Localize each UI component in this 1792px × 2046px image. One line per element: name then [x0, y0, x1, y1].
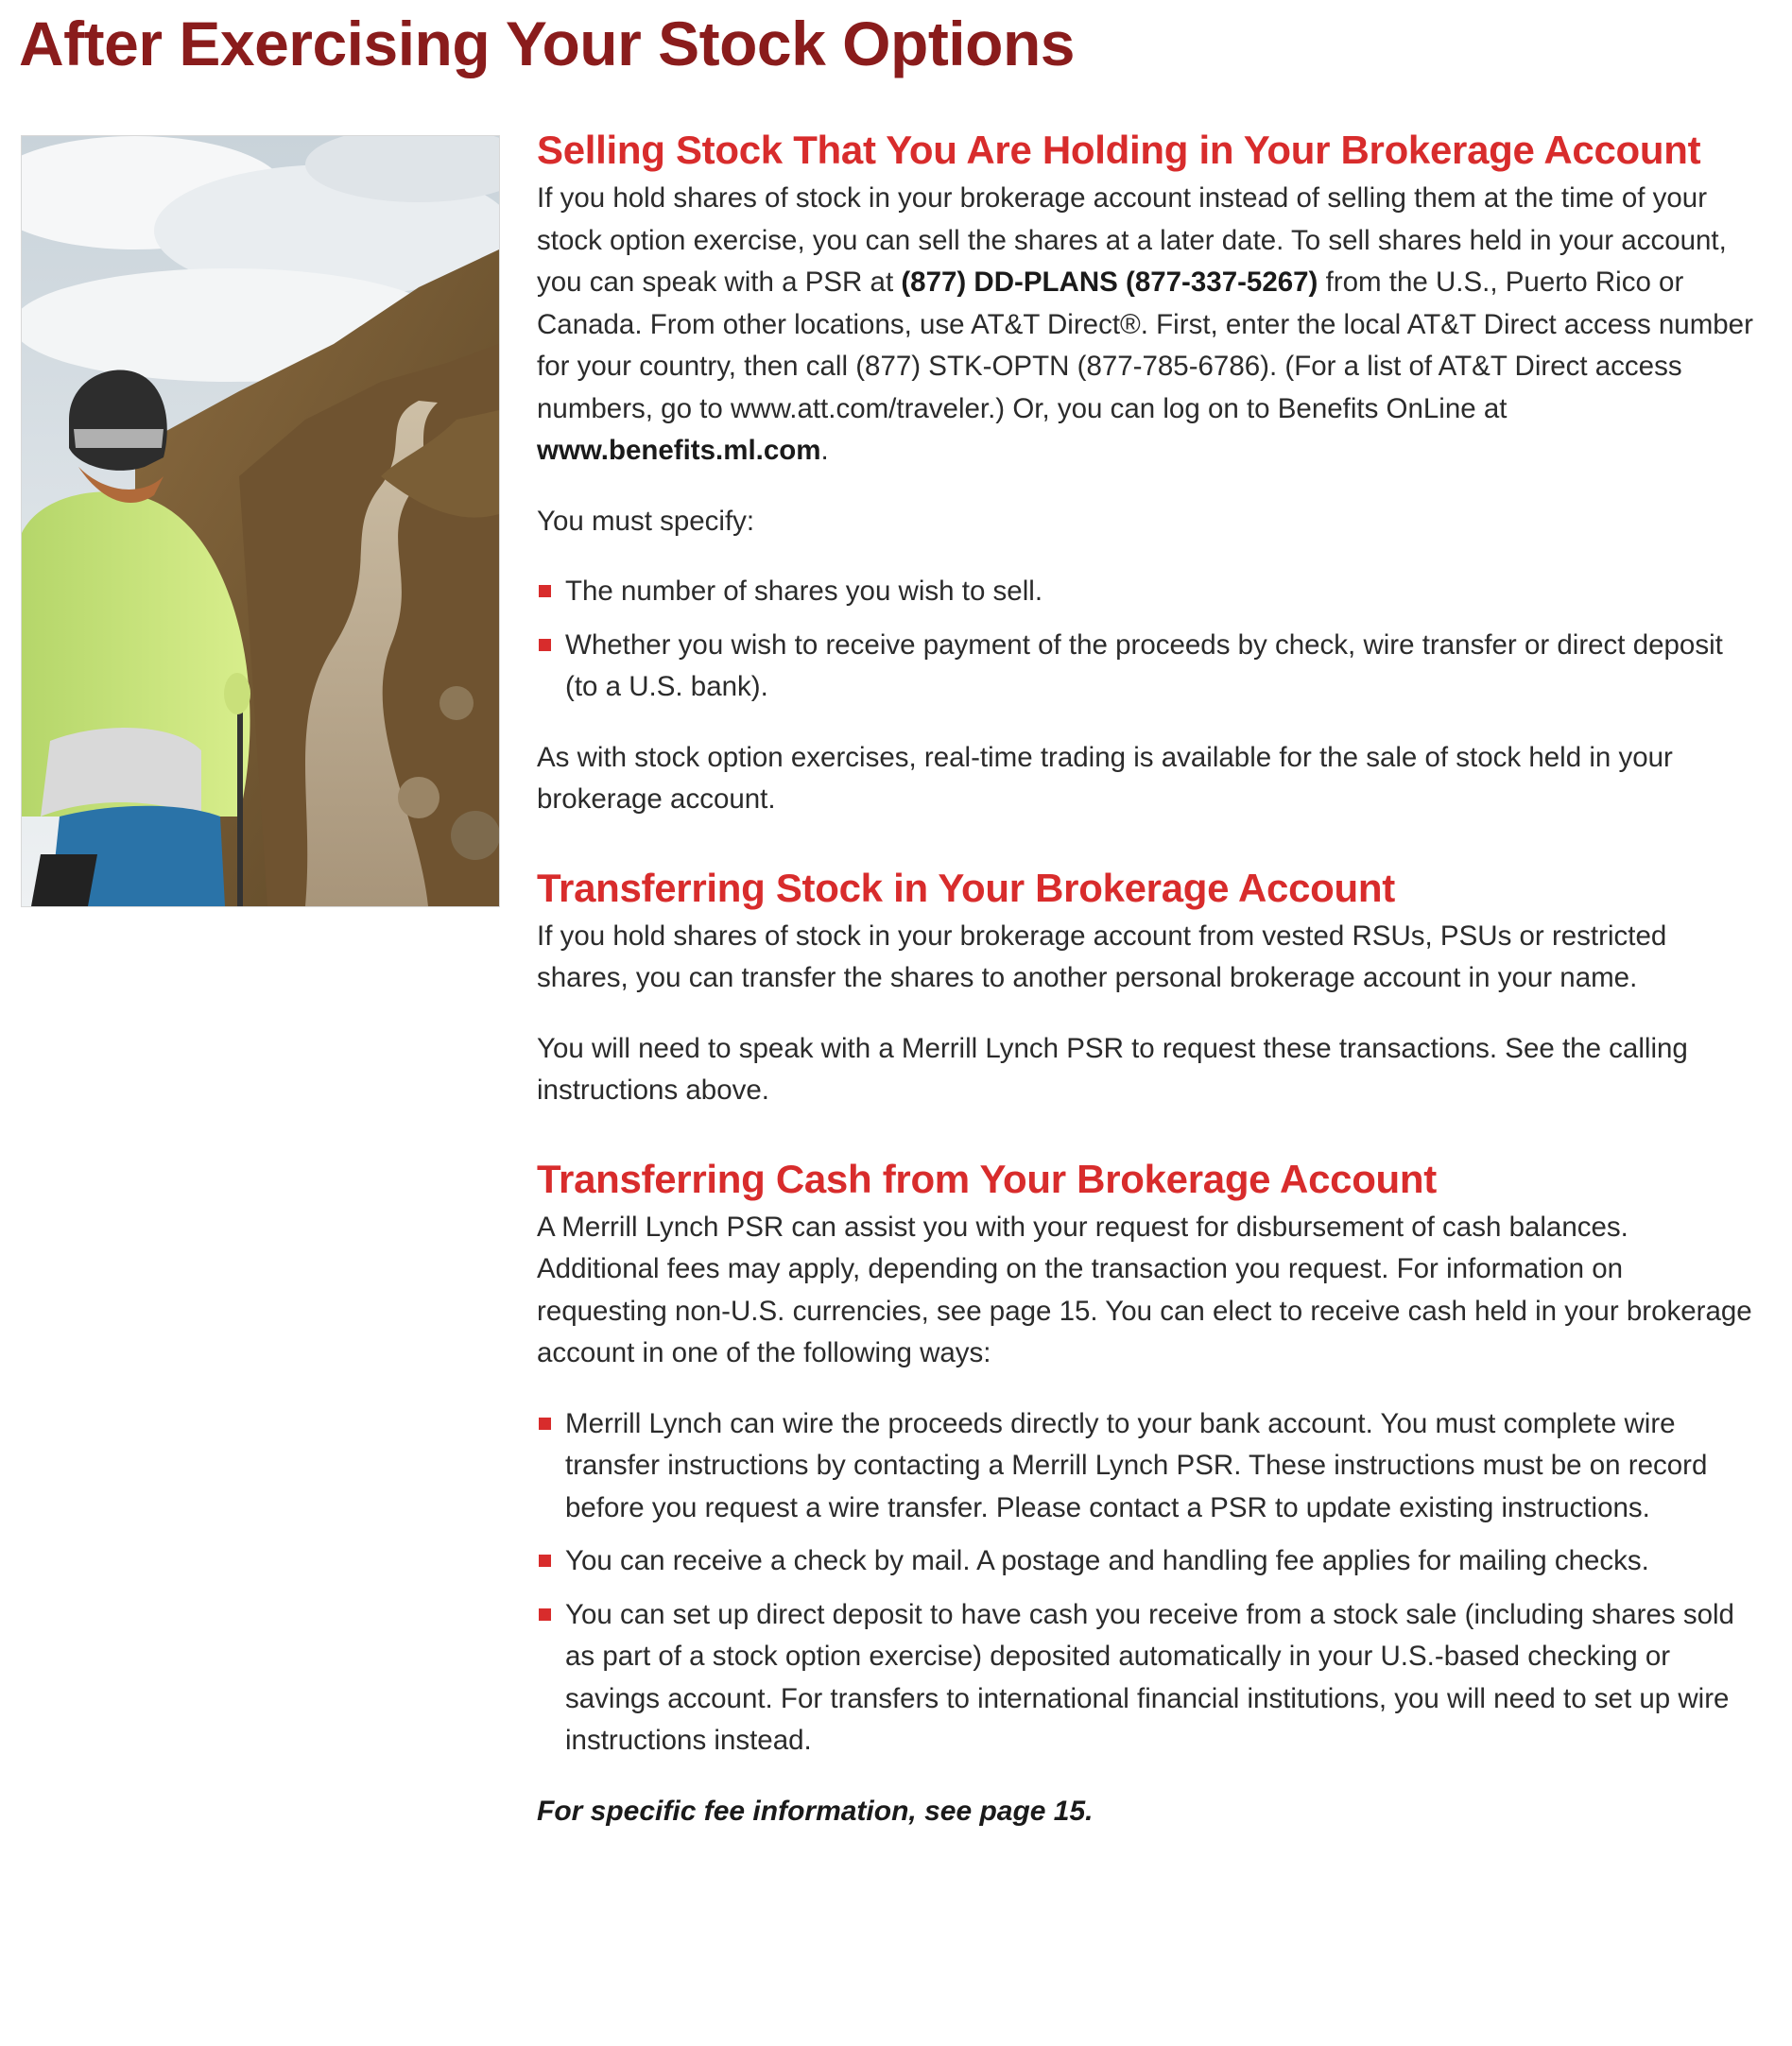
- list-item: The number of shares you wish to sell.: [537, 571, 1756, 613]
- bullet-square-icon: [539, 1555, 551, 1567]
- website-link[interactable]: www.benefits.ml.com: [537, 435, 821, 466]
- section-transferring-stock: [537, 861, 1756, 1112]
- paragraph: A Merrill Lynch PSR can assist you with your request for disbursement of cash balances. Additional fees may apply, depending on the transaction you request. For information on requesting non-U.S. currencies, see page 15. You can elect to receive cash held in your brokerage account in one of the following ways:: [537, 1211, 1752, 1368]
- phone-number: (877) DD-PLANS (877-337-5267): [901, 266, 1318, 298]
- list-item: Whether you wish to receive payment of the proceeds by check, wire transfer or direct deposit (to a U.S. bank).: [537, 625, 1756, 709]
- list-item: You can set up direct deposit to have cash you receive from a stock sale (including shares sold as part of a stock option exercise) deposited automatically in your U.S.-based checking or savings account. For transfers to international financial institutions, you will need to set up wire instructions instead.: [537, 1594, 1756, 1762]
- section-heading: Selling Stock That You Are Holding in Your Brokerage Account: [537, 128, 1701, 172]
- paragraph: As with stock option exercises, real-time trading is available for the sale of stock held in your brokerage account.: [537, 741, 1673, 815]
- bullet-square-icon: [539, 585, 551, 597]
- section-selling-stock: [537, 123, 1756, 821]
- list-item: You can receive a check by mail. A postage and handling fee applies for mailing checks.: [537, 1540, 1756, 1583]
- section-transferring-cash: [537, 1152, 1756, 1762]
- section-heading: Transferring Stock in Your Brokerage Account: [537, 865, 1395, 910]
- paragraph: If you hold shares of stock in your brokerage account instead of selling them at the time of your stock option exercise, you can sell the shares at a later date. To sell shares held in your account, you can speak with a PSR at (877) DD-PLANS (877-337-5267) from the U.S., Puerto Rico or Canada. From other locations, use AT&T Direct®. First, enter the local AT&T Direct access number for your country, then call (877) STK-OPTN (877-785-6786). (For a list of AT&T Direct access numbers, go to www.att.com/traveler.) Or, you can log on to Benefits OnLine at www.benefits.ml.com.: [537, 182, 1753, 466]
- bullet-square-icon: [539, 639, 551, 651]
- bullet-square-icon: [539, 1418, 551, 1430]
- hiker-photo: [21, 135, 500, 907]
- paragraph: You must specify:: [537, 505, 755, 537]
- paragraph: You will need to speak with a Merrill Lynch PSR to request these transactions. See the calling instructions above.: [537, 1032, 1688, 1106]
- bullet-square-icon: [539, 1608, 551, 1621]
- footer-note: For specific fee information, see page 15.: [537, 1795, 1094, 1827]
- page-title: After Exercising Your Stock Options: [19, 9, 1075, 78]
- section-heading: Transferring Cash from Your Brokerage Account: [537, 1156, 1437, 1201]
- hiker-on-mountain-trail-photo: [22, 136, 499, 906]
- paragraph: If you hold shares of stock in your brokerage account from vested RSUs, PSUs or restricted shares, you can transfer the shares to another personal brokerage account in your name.: [537, 920, 1667, 993]
- list-item: Merrill Lynch can wire the proceeds directly to your bank account. You must complete wire transfer instructions by contacting a Merrill Lynch PSR. These instructions must be on record before you request a wire transfer. Please contact a PSR to update existing instructions.: [537, 1403, 1756, 1530]
- bullet-list: [537, 571, 1756, 709]
- main-content: [537, 123, 1756, 1832]
- bullet-list: [537, 1403, 1756, 1762]
